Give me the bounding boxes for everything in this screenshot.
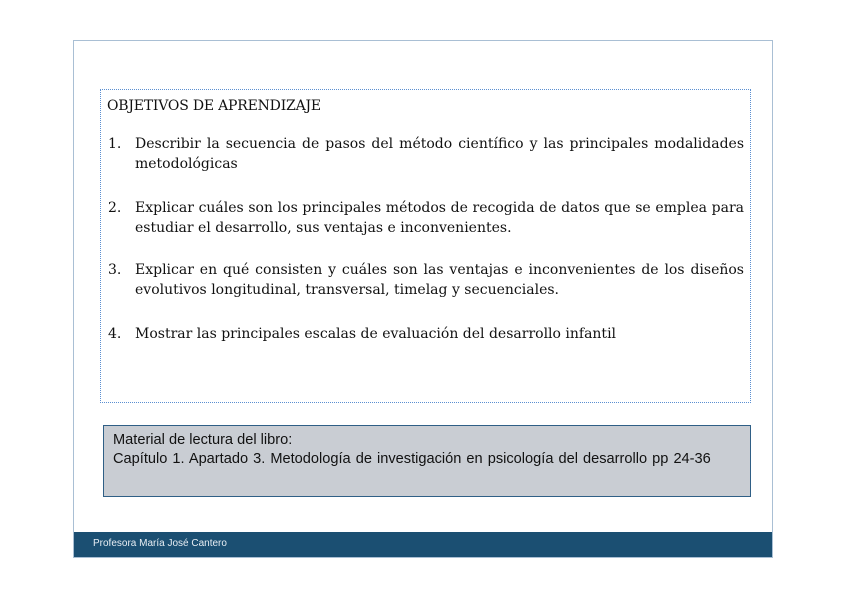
objectives-box <box>100 89 751 403</box>
objective-text: Explicar en qué consisten y cuáles son las ventajas e inconvenientes de los diseños evolutivos longitudinal, transversal, timelag y secuenciales. <box>135 262 744 298</box>
footer-author: Profesora María José Cantero <box>93 538 227 549</box>
objective-text: Mostrar las principales escalas de evaluación del desarrollo infantil <box>135 326 617 342</box>
objective-number: 3. <box>108 262 122 278</box>
objective-item <box>107 134 744 174</box>
objective-item <box>107 198 744 238</box>
objectives-title: OBJETIVOS DE APRENDIZAJE <box>107 98 321 114</box>
reading-material-box <box>103 425 751 497</box>
objective-item <box>107 324 744 344</box>
reading-heading: Material de lectura del libro: <box>113 432 293 448</box>
objective-number: 2. <box>108 200 122 216</box>
reading-body: Capítulo 1. Apartado 3. Metodología de investigación en psicología del desarrollo pp 24-36 <box>113 451 711 467</box>
objectives-list <box>107 134 744 368</box>
objective-text: Explicar cuáles son los principales métodos de recogida de datos que se emplea para estudiar el desarrollo, sus ventajas e inconvenientes. <box>135 200 744 236</box>
objective-number: 1. <box>108 136 122 152</box>
objective-number: 4. <box>108 326 122 342</box>
slide <box>73 40 773 558</box>
objective-text: Describir la secuencia de pasos del método científico y las principales modalidades metodológicas <box>135 136 744 172</box>
objective-item <box>107 260 744 300</box>
footer-bar <box>74 532 772 557</box>
